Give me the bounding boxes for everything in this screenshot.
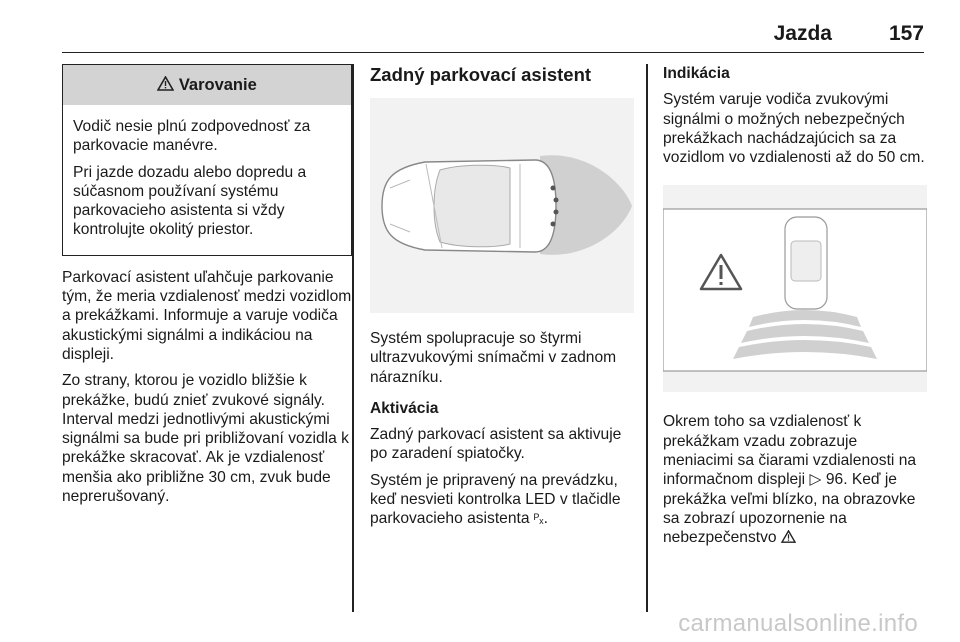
warning-triangle-icon — [781, 529, 796, 546]
column-right — [663, 64, 927, 555]
body-text: Systém je pripravený na prevádzku, keď nesvieti kontrolka LED v tlačidle parkovacieho asistenta — [370, 471, 621, 528]
body-paragraph — [663, 412, 927, 547]
body-paragraph: Parkovací asistent uľahčuje parkovanie tým, že meria vzdialenosť medzi vozidlom a prekážkami. Informuje a varuje vodiča akustickými signálmi a indikáciou na displeji. — [62, 268, 352, 363]
page-number: 157 — [888, 22, 924, 45]
page-reference[interactable]: 96 — [825, 471, 844, 489]
warning-paragraph: Vodič nesie plnú zodpovednosť za parkovacie manévre. — [73, 118, 311, 155]
body-paragraph: Zadný parkovací asistent sa aktivuje po zaradení spiatočky. — [370, 426, 622, 463]
section-heading: Zadný parkovací asistent — [370, 64, 592, 85]
body-text: . — [543, 510, 548, 528]
warning-title: Varovanie — [178, 76, 257, 94]
column-middle — [370, 64, 634, 536]
subheading-indication: Indikácia — [663, 65, 730, 82]
warning-header — [63, 65, 351, 105]
body-paragraph: Systém varuje vodiča zvukovými signálmi o možných nebezpečných prekážkach nachádzajúcich sa za vozidlom vo vzdialenosti až do 50 cm. — [663, 91, 925, 167]
page-reference-arrow-icon: ▷ — [809, 471, 822, 489]
car-sensor-illustration — [370, 98, 634, 313]
body-paragraph: Zo strany, ktorou je vozidlo bližšie k prekážke, budú znieť zvukové signály. Interval medzi jednotlivými akustickými signálmi sa bude pri približovaní vozidla k prekážke skracovať. Ak je vzdialenosť menšia ako približne 30 cm, zvuk bude neprerušovaný. — [62, 372, 349, 506]
watermark: carmanualsonline.info — [678, 610, 918, 637]
section-title: Jazda — [773, 22, 832, 45]
body-text: . Keď je prekážka veľmi blízko, na obrazovke sa zobrazí upozornenie na nebezpečenstvo — [663, 471, 916, 547]
warning-paragraph: Pri jazde dozadu alebo dopredu a súčasnom používaní systému parkovacieho asistenta si vždy kontrolujte okolitý priestor. — [73, 163, 307, 239]
column-divider — [352, 64, 354, 612]
column-left — [62, 64, 352, 513]
image-caption: Systém spolupracuje so štyrmi ultrazvukovými snímačmi v zadnom nárazníku. — [370, 330, 617, 386]
warning-triangle-icon — [157, 76, 179, 94]
parking-assist-off-icon: ᴾₓ — [533, 511, 544, 527]
subheading-activation: Aktivácia — [370, 399, 439, 417]
display-illustration — [663, 185, 927, 392]
column-divider — [646, 64, 648, 612]
warning-box — [62, 64, 352, 256]
page-header — [62, 0, 924, 53]
body-text: Okrem toho sa vzdialenosť k prekážkam vzadu zobrazuje meniacimi sa čiarami vzdialenosti na informačnom displeji — [663, 413, 917, 489]
body-paragraph — [370, 471, 634, 529]
